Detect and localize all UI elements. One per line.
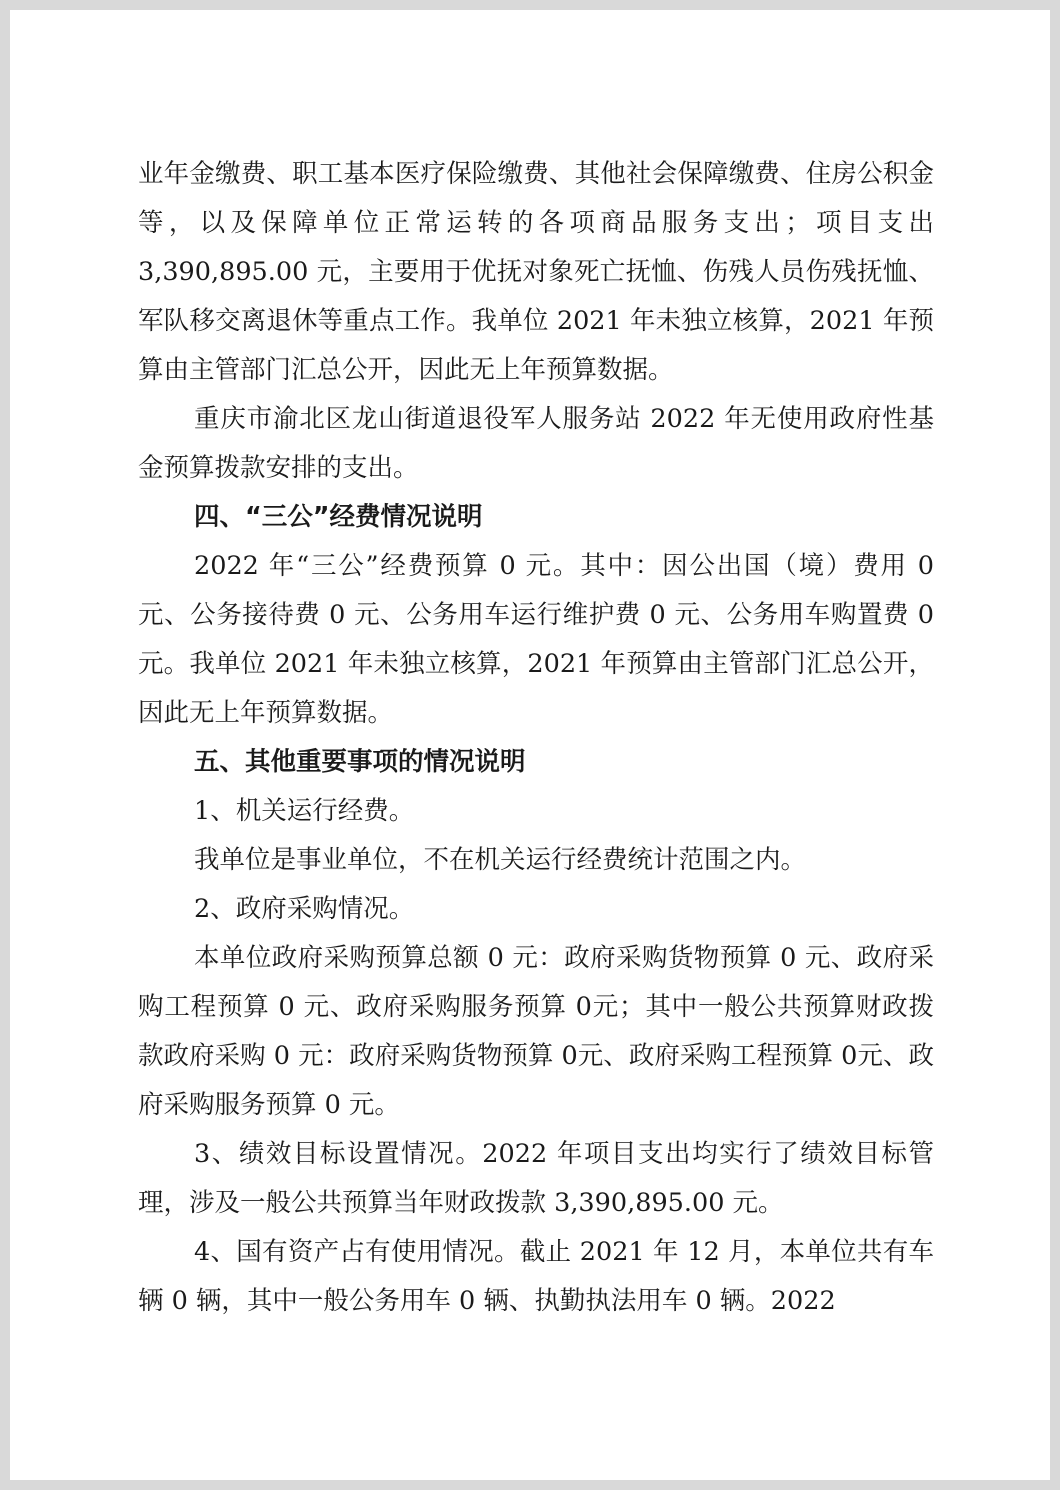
item-heading-procurement: 2、政府采购情况。 <box>194 894 415 924</box>
paragraph-procurement: 本单位政府采购预算总额 0 元：政府采购货物预算 0 元、政府采购工程预算 0 元、政府采购服务预算 0元；其中一般公共预算财政拨款政府采购 0 元：政府采购货物预算 0元、政府采购工程预算 0元、政府采购服务预算 0 元。 <box>138 943 934 1120</box>
paragraph-operating-funds: 我单位是事业单位，不在机关运行经费统计范围之内。 <box>194 845 807 875</box>
paragraph-performance-goals: 3、绩效目标设置情况。2022 年项目支出均实行了绩效目标管理，涉及一般公共预算当年财政拨款 3,390,895.00 元。 <box>138 1139 934 1218</box>
paragraph-government-fund: 重庆市渝北区龙山街道退役军人服务站 2022 年无使用政府性基金预算拨款安排的支出。 <box>138 404 934 483</box>
paragraph-state-assets: 4、国有资产占有使用情况。截止 2021 年 12 月，本单位共有车辆 0 辆，其中一般公务用车 0 辆、执勤执法用车 0 辆。2022 <box>138 1237 934 1316</box>
document-body <box>138 150 934 1326</box>
section-heading-three-public: 四、“三公”经费情况说明 <box>194 502 483 532</box>
item-heading-operating-funds: 1、机关运行经费。 <box>194 796 415 826</box>
section-heading-other-matters: 五、其他重要事项的情况说明 <box>194 747 526 777</box>
document-page <box>10 10 1050 1480</box>
paragraph-three-public-funds: 2022 年“三公”经费预算 0 元。其中：因公出国（境）费用 0 元、公务接待费 0 元、公务用车运行维护费 0 元、公务用车购置费 0 元。我单位 2021 年未独立核算，2021 年预算由主管部门汇总公开，因此无上年预算数据。 <box>138 551 934 728</box>
paragraph-expenditure-details: 业年金缴费、职工基本医疗保险缴费、其他社会保障缴费、住房公积金等，以及保障单位正常运转的各项商品服务支出；项目支出 3,390,895.00 元，主要用于优抚对象死亡抚恤、伤残人员伤残抚恤、军队移交离退休等重点工作。我单位 2021 年未独立核算，2021 年预算由主管部门汇总公开，因此无上年预算数据。 <box>138 159 934 385</box>
